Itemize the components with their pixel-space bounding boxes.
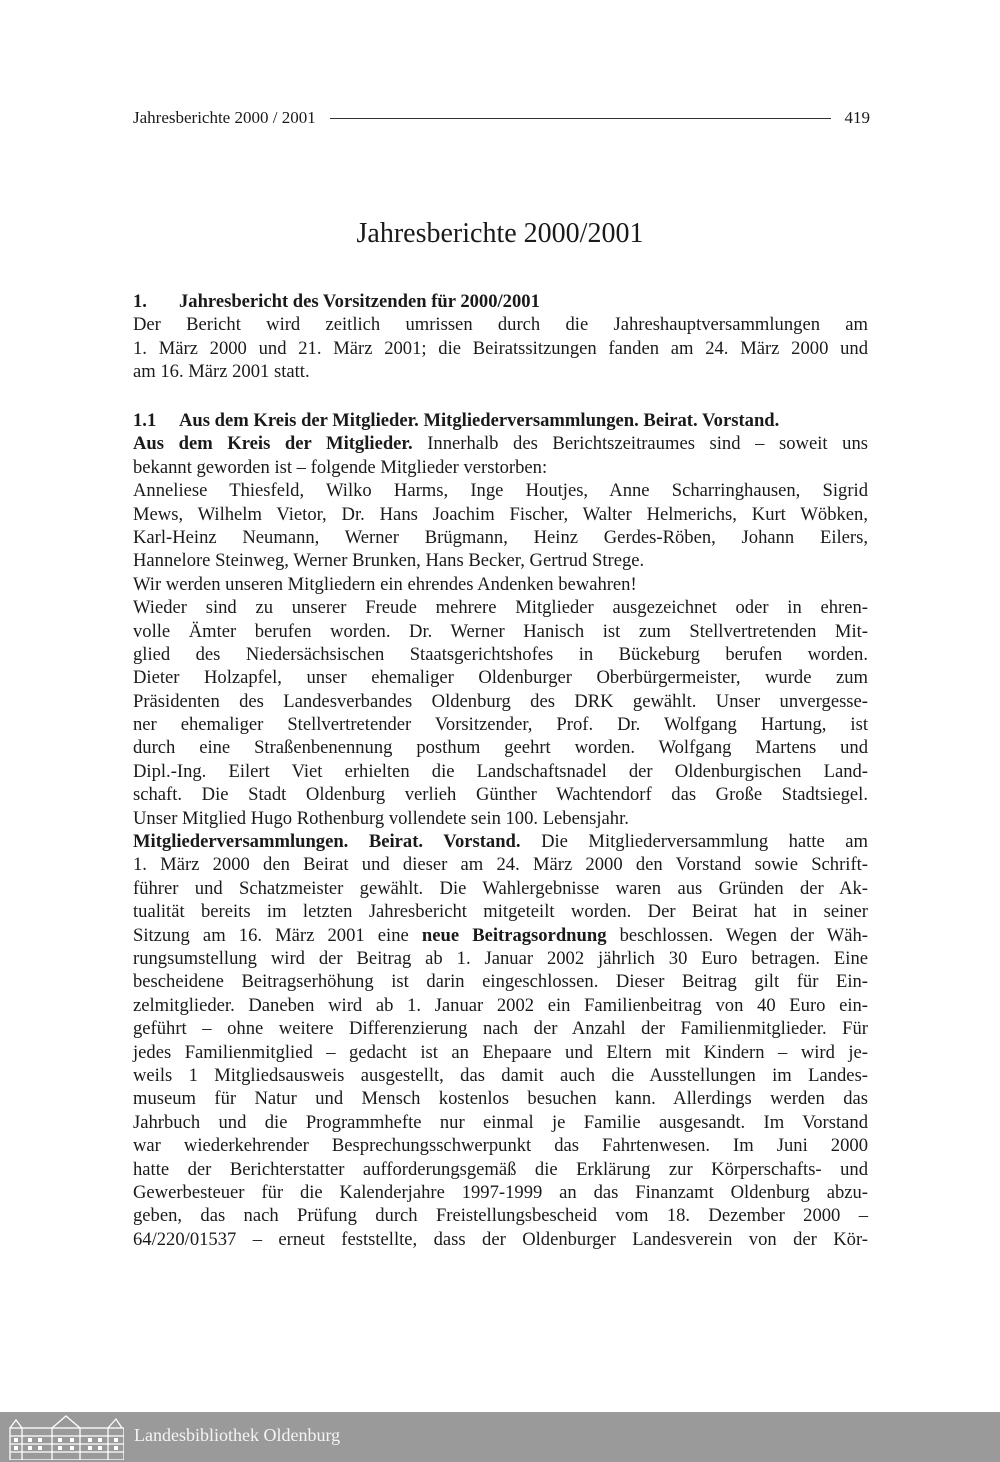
text-span: bescheidene Beitragserhöhung ist darin eingeschlossen. Dieser Beitrag gilt für Ein- [133,971,868,993]
text-line [133,620,868,643]
text-line [133,970,868,993]
text-span: weils 1 Mitgliedsausweis ausgestellt, das damit auch die Ausstellungen im Landes- [133,1064,868,1086]
text-span: Sitzung am 16. März 2001 eine [133,924,422,946]
section-1-heading [133,290,868,313]
text-span: rungsumstellung wird der Beitrag ab 1. Januar 2002 jährlich 30 Euro betragen. Eine [133,947,868,969]
text-line [133,1158,868,1181]
bold-text: Mitgliederversammlungen. Beirat. Vorstand. [133,831,521,853]
library-building-icon [8,1414,124,1460]
text-span: 64/220/01537 – erneut feststellte, dass der Oldenburger Landesverein von der Kör- [133,1228,868,1250]
text-line [133,456,868,479]
text-line [133,994,868,1017]
text-span: volle Ämter berufen worden. Dr. Werner Hanisch ist zum Stellvertretenden Mit- [133,620,868,642]
section-number: 1.1 [133,410,157,431]
text-span: Dipl.-Ing. Eilert Viet erhielten die Landschaftsnadel der Oldenburgischen Land- [133,760,868,782]
text-line [133,1228,868,1251]
text-line [133,760,868,783]
text-span: Die Mitgliederversammlung hatte am [520,831,868,853]
text-span: Mews, Wilhelm Vietor, Dr. Hans Joachim Fischer, Walter Helmerichs, Kurt Wöbken, [133,503,868,525]
body-text [133,432,868,1251]
section-1-1 [133,409,868,1251]
text-line [133,573,868,596]
text-line [133,877,868,900]
text-span: hatte der Berichterstatter aufforderungsgemäß die Erklärung zur Körperschafts- und [133,1158,868,1180]
text-line [133,1087,868,1110]
text-line [133,1041,868,1064]
running-head-rule [330,118,831,119]
text-line [133,736,868,759]
text-line [133,596,868,619]
text-line [133,1134,868,1157]
text-line [133,924,868,947]
text-span: führer und Schatzmeister gewählt. Die Wahlergebnisse waren aus Gründen der Ak- [133,877,868,899]
text-span: Hannelore Steinweg, Werner Brunken, Hans Becker, Gertrud Strege. [133,550,645,572]
text-line [133,900,868,923]
footer-bar [0,1412,1000,1462]
text-line [133,503,868,526]
text-line [133,432,868,455]
text-span: geben, das nach Prüfung durch Freistellungsbescheid vom 18. Dezember 2000 – [133,1205,868,1227]
text-span: Karl-Heinz Neumann, Werner Brügmann, Heinz Gerdes-Röben, Johann Eilers, [133,526,868,548]
text-span: jedes Familienmitglied – gedacht ist an Ehepaare und Eltern mit Kindern – wird je- [133,1041,868,1063]
text-line [133,1204,868,1227]
text-span: bekannt geworden ist – folgende Mitglieder verstorben: [133,456,548,478]
text-line [133,643,868,666]
section-1 [133,290,868,384]
text-span: schaft. Die Stadt Oldenburg verlieh Günther Wachtendorf das Große Stadtsiegel. [133,784,868,806]
bold-text: Aus dem Kreis der Mitglieder. [133,433,413,455]
text-line [133,853,868,876]
page-number: 419 [844,108,870,127]
section-number: 1. [133,291,147,312]
text-span: Wieder sind zu unserer Freude mehrere Mitglieder ausgezeichnet oder in ehren- [133,597,868,619]
text-span: Innerhalb des Berichtszeitraumes sind – soweit uns [412,433,868,455]
text-line [133,1181,868,1204]
text-span: tualität bereits im letzten Jahresbericht mitgeteilt worden. Der Beirat hat in seiner [133,901,868,923]
text-line [133,337,868,360]
bold-text: neue Beitragsordnung [421,924,607,946]
text-span: Anneliese Thiesfeld, Wilko Harms, Inge Houtjes, Anne Scharringhausen, Sigrid [133,480,868,502]
text-span: durch eine Straßenbenennung posthum geehrt worden. Wolfgang Martens und [133,737,868,759]
library-name: Landesbibliothek Oldenburg [134,1425,341,1445]
text-line [133,360,868,383]
text-span: am 16. März 2001 statt. [133,361,310,383]
text-line [133,947,868,970]
section-1-1-heading [133,409,868,432]
text-span: 1. März 2000 den Beirat und dieser am 24. März 2000 den Vorstand sowie Schrift- [133,854,868,876]
text-span: zelmitglieder. Daneben wird ab 1. Januar 2002 ein Familienbeitrag von 40 Euro ein- [133,994,868,1016]
text-line [133,313,868,336]
text-span: Präsidenten des Landesverbandes Oldenburg des DRK gewählt. Unser unvergesse- [133,690,868,712]
text-line [133,783,868,806]
text-span: 1. März 2000 und 21. März 2001; die Beiratssitzungen fanden am 24. März 2000 und [133,337,868,359]
text-line [133,526,868,549]
running-head-title: Jahresberichte 2000 / 2001 [133,108,316,127]
text-span: war wiederkehrender Besprechungsschwerpunkt das Fahrtenwesen. Im Juni 2000 [133,1135,868,1157]
text-span: museum für Natur und Mensch kostenlos besuchen kann. Allerdings werden das [133,1088,868,1110]
text-line [133,666,868,689]
text-line [133,807,868,830]
text-span: Gewerbesteuer für die Kalenderjahre 1997-1999 an das Finanzamt Oldenburg abzu- [133,1181,868,1203]
text-span: beschlossen. Wegen der Wäh- [606,924,868,946]
text-line [133,1111,868,1134]
text-span: geführt – ohne weitere Differenzierung nach der Anzahl der Familienmitglieder. Für [133,1018,868,1040]
text-line [133,549,868,572]
text-line [133,713,868,736]
text-span: Dieter Holzapfel, unser ehemaliger Oldenburger Oberbürgermeister, wurde zum [133,667,868,689]
text-line [133,690,868,713]
text-span: Der Bericht wird zeitlich umrissen durch die Jahreshauptversammlungen am [133,314,868,336]
section-heading-text: Aus dem Kreis der Mitglieder. Mitgliederversammlungen. Beirat. Vorstand. [179,410,780,431]
running-head [133,106,870,130]
page-title: Jahresberichte 2000/2001 [356,218,644,249]
text-span: glied des Niedersächsischen Staatsgerichtshofes in Bückeburg berufen worden. [133,643,868,665]
text-span: ner ehemaliger Stellvertretender Vorsitzender, Prof. Dr. Wolfgang Hartung, ist [133,714,868,736]
text-line [133,830,868,853]
section-heading-text: Jahresbericht des Vorsitzenden für 2000/2001 [179,291,540,312]
text-line [133,1017,868,1040]
text-span: Wir werden unseren Mitgliedern ein ehrendes Andenken bewahren! [133,573,637,595]
text-span: Unser Mitglied Hugo Rothenburg vollendete sein 100. Lebensjahr. [133,807,629,829]
text-line [133,1064,868,1087]
text-line [133,479,868,502]
text-span: Jahrbuch und die Programmhefte nur einmal je Familie ausgesandt. Im Vorstand [133,1111,868,1133]
intro-paragraph [133,313,868,383]
